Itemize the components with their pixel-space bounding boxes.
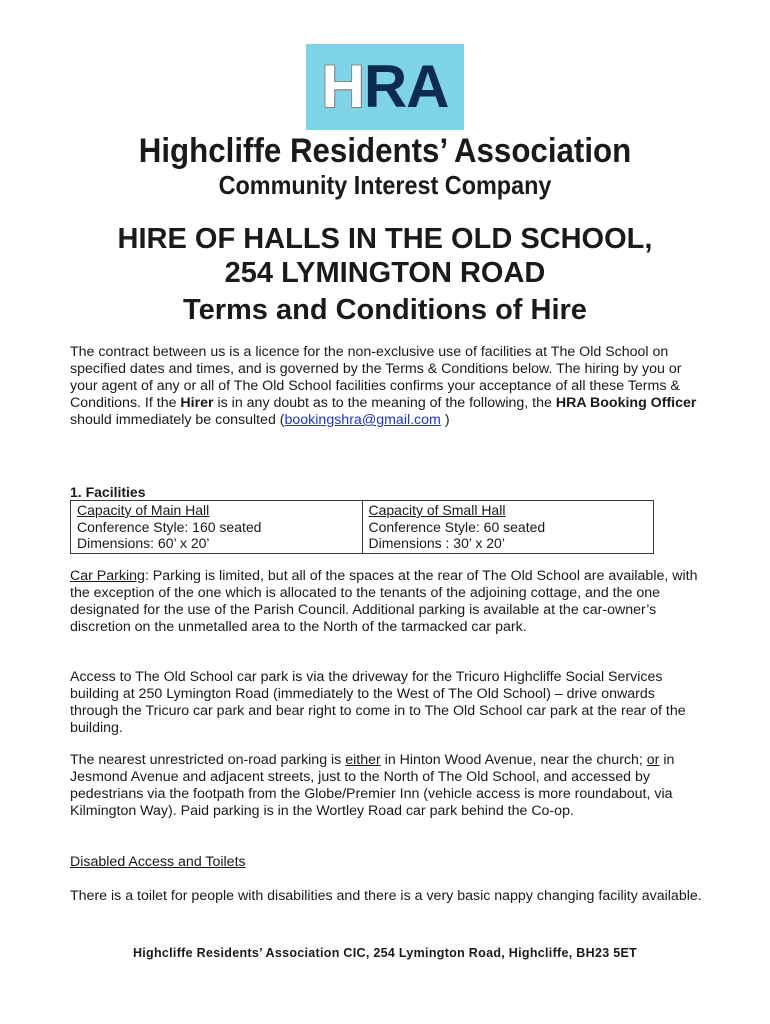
main-hall-title: Capacity of Main Hall xyxy=(77,502,210,518)
organisation-type: Community Interest Company xyxy=(218,170,552,200)
document-subtitle: Terms and Conditions of Hire xyxy=(183,294,587,326)
small-hall-conference: Conference Style: 60 seated xyxy=(368,518,546,535)
small-hall-cell xyxy=(362,501,654,554)
nearest-parking-paragraph xyxy=(70,752,705,820)
logo-letters-ra: RA xyxy=(363,53,449,120)
document-title xyxy=(0,222,770,290)
booking-email-link[interactable]: bookingshra@gmail.com xyxy=(284,412,441,428)
intro-paragraph xyxy=(70,344,705,429)
document-title-line-2: 254 LYMINGTON ROAD xyxy=(224,257,546,289)
hra-logo xyxy=(306,44,464,130)
capacity-table xyxy=(70,500,654,554)
table-row xyxy=(71,501,654,554)
facilities-heading: 1. Facilities xyxy=(70,484,146,500)
small-hall-title: Capacity of Small Hall xyxy=(368,502,506,518)
either-term: either xyxy=(345,752,381,768)
booking-officer-term: HRA Booking Officer xyxy=(555,395,697,411)
intro-text: ) xyxy=(440,412,450,428)
intro-text: The contract between us is a licence for the non-exclusive use of facilities at The Old School on specified dates and times, and is governed by the Terms & Conditions below. The hiring by you or your agent of any or all of The Old School facilities confirms your acceptance of all these Terms & Conditions. If the xyxy=(70,344,682,411)
intro-text: should immediately be consulted ( xyxy=(70,412,285,428)
logo-letter-h: H xyxy=(321,53,364,120)
main-hall-dimensions: Dimensions: 60’ x 20’ xyxy=(77,535,210,551)
footer-address: Highcliffe Residents’ Association CIC, 254 Lymington Road, Highcliffe, BH23 5ET xyxy=(132,946,638,960)
small-hall-dimensions: Dimensions : 30’ x 20’ xyxy=(368,535,505,551)
car-parking-text: : Parking is limited, but all of the spaces at the rear of The Old School are available, with the exception of the one which is allocated to the tenants of the adjoining cottage, and the one designated for the use of the Parish Council. Additional parking is available at the car-owner’s discretion on the unmetalled area to the North of the tarmacked car park. xyxy=(70,568,698,635)
car-parking-label: Car Parking xyxy=(70,568,145,584)
or-term: or xyxy=(646,752,660,768)
toilet-paragraph: There is a toilet for people with disabilities and there is a very basic nappy changing facility available. xyxy=(70,888,702,904)
nearest-text: in Hinton Wood Avenue, near the church; xyxy=(380,752,647,768)
main-hall-cell xyxy=(71,501,363,554)
disabled-access-heading: Disabled Access and Toilets xyxy=(70,854,246,870)
hirer-term: Hirer xyxy=(180,395,214,411)
intro-text: is in any doubt as to the meaning of the following, the xyxy=(213,395,556,411)
hra-logo-text xyxy=(321,53,449,120)
document-title-line-1: HIRE OF HALLS IN THE OLD SCHOOL, xyxy=(117,223,653,255)
nearest-text: The nearest unrestricted on-road parking is xyxy=(70,752,346,768)
main-hall-conference: Conference Style: 160 seated xyxy=(77,518,262,535)
access-paragraph: Access to The Old School car park is via the driveway for the Tricuro Highcliffe Social Services building at 250 Lymington Road (immediately to the West of The Old School) – drive onwards through the Tricuro car park and bear right to come in to The Old School car park at the rear of the building. xyxy=(70,669,686,736)
organisation-name: Highcliffe Residents’ Association xyxy=(138,132,632,170)
nearest-text: in Jesmond Avenue and adjacent streets, just to the North of The Old School, and accessed by pedestrians via the footpath from the Globe/Premier Inn (vehicle access is more roundabout, via Kilmington Way). Paid parking is in the Wortley Road car park behind the Co-op. xyxy=(70,752,675,819)
car-parking-paragraph xyxy=(70,568,705,636)
